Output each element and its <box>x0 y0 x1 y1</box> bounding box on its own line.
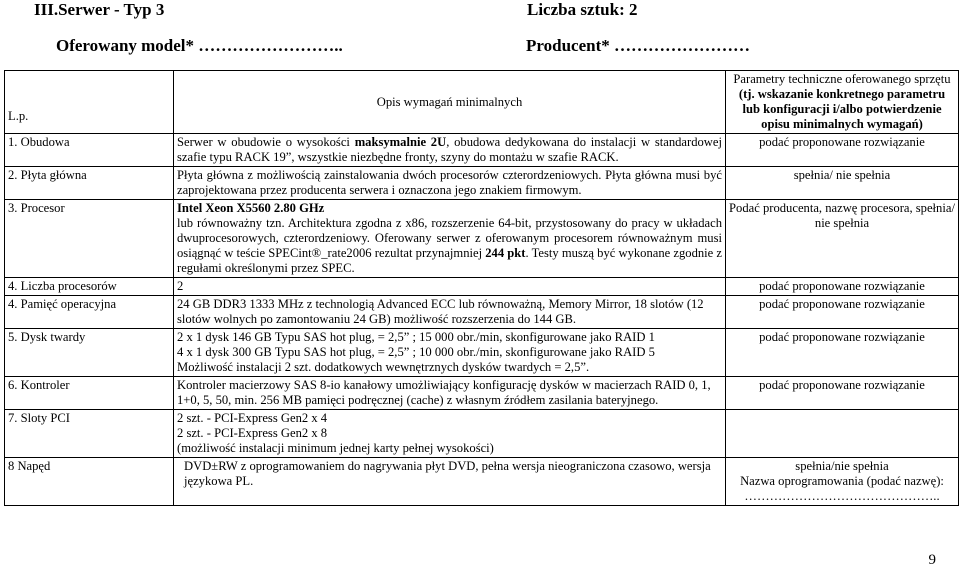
table-row <box>5 296 959 329</box>
row-param: spełnia/ nie spełnia <box>726 167 959 200</box>
row-description: Płyta główna z możliwością zainstalowania dwóch procesorów czterordzeniowych. Płyta główna musi być zaprojektowana przez producenta serwera i oznaczona jego znakiem firmowym. <box>174 167 726 200</box>
table-header-row <box>5 71 959 134</box>
row-label: 4. Pamięć operacyjna <box>5 296 174 329</box>
row-label: 2. Płyta główna <box>5 167 174 200</box>
table-row <box>5 134 959 167</box>
row-description: Kontroler macierzowy SAS 8-io kanałowy umożliwiający konfigurację dysków w macierzach RAID 0, 1, 1+0, 5, 50, min. 256 MB pamięci podręcznej (cache) z własnym źródłem zasilania bateryjnego. <box>174 377 726 410</box>
table-row <box>5 200 959 278</box>
row-label: 1. Obudowa <box>5 134 174 167</box>
row-param: podać proponowane rozwiązanie <box>726 296 959 329</box>
header-description: Opis wymagań minimalnych <box>174 71 726 134</box>
quantity-label: Liczba sztuk: 2 <box>527 0 638 19</box>
row-label: 4. Liczba procesorów <box>5 278 174 296</box>
row-label: 7. Sloty PCI <box>5 410 174 458</box>
row-description: 24 GB DDR3 1333 MHz z technologią Advanced ECC lub równoważną, Memory Mirror, 18 slotów (12 slotów wolnych po zamontowaniu 24 GB) możliwość rozszerzenia do 144 GB. <box>174 296 726 329</box>
table-row <box>5 377 959 410</box>
table-row <box>5 329 959 377</box>
offered-model-label: Oferowany model* …………………….. <box>56 36 343 55</box>
section-title: III.Serwer - Typ 3 <box>34 0 165 19</box>
row-param: podać proponowane rozwiązanie <box>726 377 959 410</box>
table-row <box>5 458 959 506</box>
row-param: spełnia/nie spełnia Nazwa oprogramowania (podać nazwę): ……………………………………….. <box>726 458 959 506</box>
table-row <box>5 278 959 296</box>
row-description: 2 szt. - PCI-Express Gen2 x 4 2 szt. - PCI-Express Gen2 x 8 (możliwość instalacji minimum jednej karty pełnej wysokości) <box>174 410 726 458</box>
header-lp: L.p. <box>5 71 174 134</box>
row-label: 8 Napęd <box>5 458 174 506</box>
table-row <box>5 410 959 458</box>
header-params <box>726 71 959 134</box>
row-description: Serwer w obudowie o wysokości maksymalnie 2U, obudowa dedykowana do instalacji w standardowej szafie typu RACK 19”, wszystkie niezbędne fronty, szyny do montażu w szafie RACK. <box>174 134 726 167</box>
producer-label: Producent* …………………… <box>526 36 750 55</box>
spec-table <box>4 70 959 506</box>
row-param: podać proponowane rozwiązanie <box>726 329 959 377</box>
row-param: podać proponowane rozwiązanie <box>726 134 959 167</box>
row-param: Podać producenta, nazwę procesora, spełnia/ nie spełnia <box>726 200 959 278</box>
row-label: 5. Dysk twardy <box>5 329 174 377</box>
row-description: DVD±RW z oprogramowaniem do nagrywania płyt DVD, pełna wersja nieograniczona czasowo, wersja językowa PL. <box>174 458 726 506</box>
row-description: Intel Xeon X5560 2.80 GHz lub równoważny tzn. Architektura zgodna z x86, rozszerzenie 64-bit, przystosowany do pracy w układach dwuprocesorowych, czterordzeniowy. Oferowany serwer z oferowanym procesorem równoważnym musi osiągnąć w teście SPECint®_rate2006 rezultat przynajmniej 244 pkt. Testy muszą być wykonane zgodnie z regułami określonymi przez SPEC. <box>174 200 726 278</box>
row-param <box>726 410 959 458</box>
row-label: 6. Kontroler <box>5 377 174 410</box>
header-params-subtitle: (tj. wskazanie konkretnego parametru lub konfiguracji i/albo potwierdzenie opisu minimalnych wymagań) <box>738 87 946 131</box>
row-description: 2 <box>174 278 726 296</box>
row-label: 3. Procesor <box>5 200 174 278</box>
page-number: 9 <box>928 552 936 568</box>
row-param: podać proponowane rozwiązanie <box>726 278 959 296</box>
header-params-title: Parametry techniczne oferowanego sprzętu <box>733 72 951 86</box>
table-row <box>5 167 959 200</box>
row-description: 2 x 1 dysk 146 GB Typu SAS hot plug, = 2,5” ; 15 000 obr./min, skonfigurowane jako RAID 1 4 x 1 dysk 300 GB Typu SAS hot plug, = 2,5” ; 10 000 obr./min, skonfigurowane jako RAID 5 Możliwość instalacji 2 szt. dodatkowych wewnętrznych dysków twardych = 2,5”. <box>174 329 726 377</box>
